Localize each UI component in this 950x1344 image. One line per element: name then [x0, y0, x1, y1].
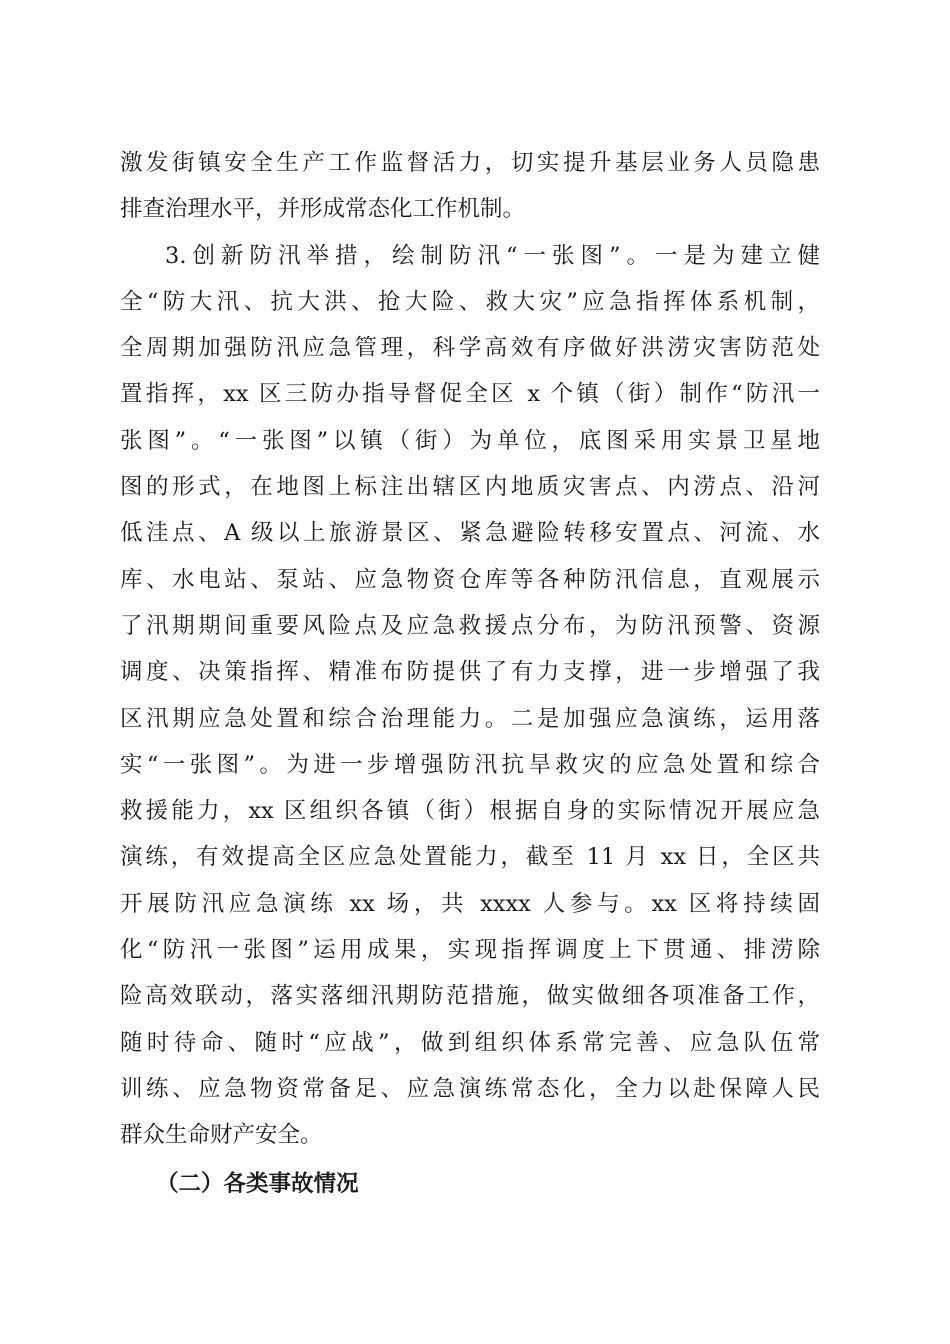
paragraph-line: 群众生命财产安全。 [120, 1122, 323, 1149]
paragraph-line: 低洼点、A 级以上旅游景区、紧急避险转移安置点、河流、水 [120, 520, 820, 547]
paragraph-line: 图的形式，在地图上标注出辖区内地质灾害点、内涝点、沿河 [120, 474, 820, 501]
paragraph-line: 化“防汛一张图”运用成果，实现指挥调度上下贯通、排涝除 [120, 937, 820, 964]
paragraph-line: 开展防汛应急演练 xx 场，共 xxxx 人参与。xx 区将持续固 [120, 890, 820, 917]
paragraph-line: 3.创新防汛举措，绘制防汛“一张图”。一是为建立健 [165, 242, 820, 269]
paragraph-line: 激发街镇安全生产工作监督活力，切实提升基层业务人员隐患 [120, 150, 820, 176]
paragraph-line: 险高效联动，落实落细汛期防范措施，做实做细各项准备工作， [120, 983, 820, 1010]
paragraph-line: 库、水电站、泵站、应急物资仓库等各种防汛信息，直观展示 [120, 566, 820, 593]
paragraph-line: 实“一张图”。为进一步增强防汛抗旱救灾的应急处置和综合 [120, 751, 820, 778]
paragraph-line: 调度、决策指挥、精准布防提供了有力支撑，进一步增强了我 [120, 659, 820, 686]
paragraph-line: 演练，有效提高全区应急处置能力，截至 11 月 xx 日，全区共 [120, 844, 820, 871]
paragraph-line: 置指挥，xx 区三防办指导督促全区 x 个镇（街）制作“防汛一 [120, 381, 820, 408]
document-body [120, 140, 820, 1207]
paragraph-line: 随时待命、随时“应战”，做到组织体系常完善、应急队伍常 [120, 1029, 820, 1056]
paragraph-line: 了汛期期间重要风险点及应急救援点分布，为防汛预警、资源 [120, 612, 820, 639]
paragraph-line: 全“防大汛、抗大洪、抢大险、救大灾”应急指挥体系机制， [120, 288, 820, 315]
paragraph-line: 训练、应急物资常备足、应急演练常态化，全力以赴保障人民 [120, 1075, 820, 1102]
paragraph-line: 区汛期应急处置和综合治理能力。二是加强应急演练，运用落 [120, 705, 820, 732]
paragraph-line: 全周期加强防汛应急管理，科学高效有序做好洪涝灾害防范处 [120, 335, 820, 362]
section-heading: （二）各类事故情况 [156, 1170, 359, 1197]
paragraph-line: 救援能力，xx 区组织各镇（街）根据自身的实际情况开展应急 [120, 798, 820, 825]
paragraph-line: 张图”。“一张图”以镇（街）为单位，底图采用实景卫星地 [120, 427, 820, 454]
paragraph-line: 排查治理水平，并形成常态化工作机制。 [120, 196, 526, 223]
